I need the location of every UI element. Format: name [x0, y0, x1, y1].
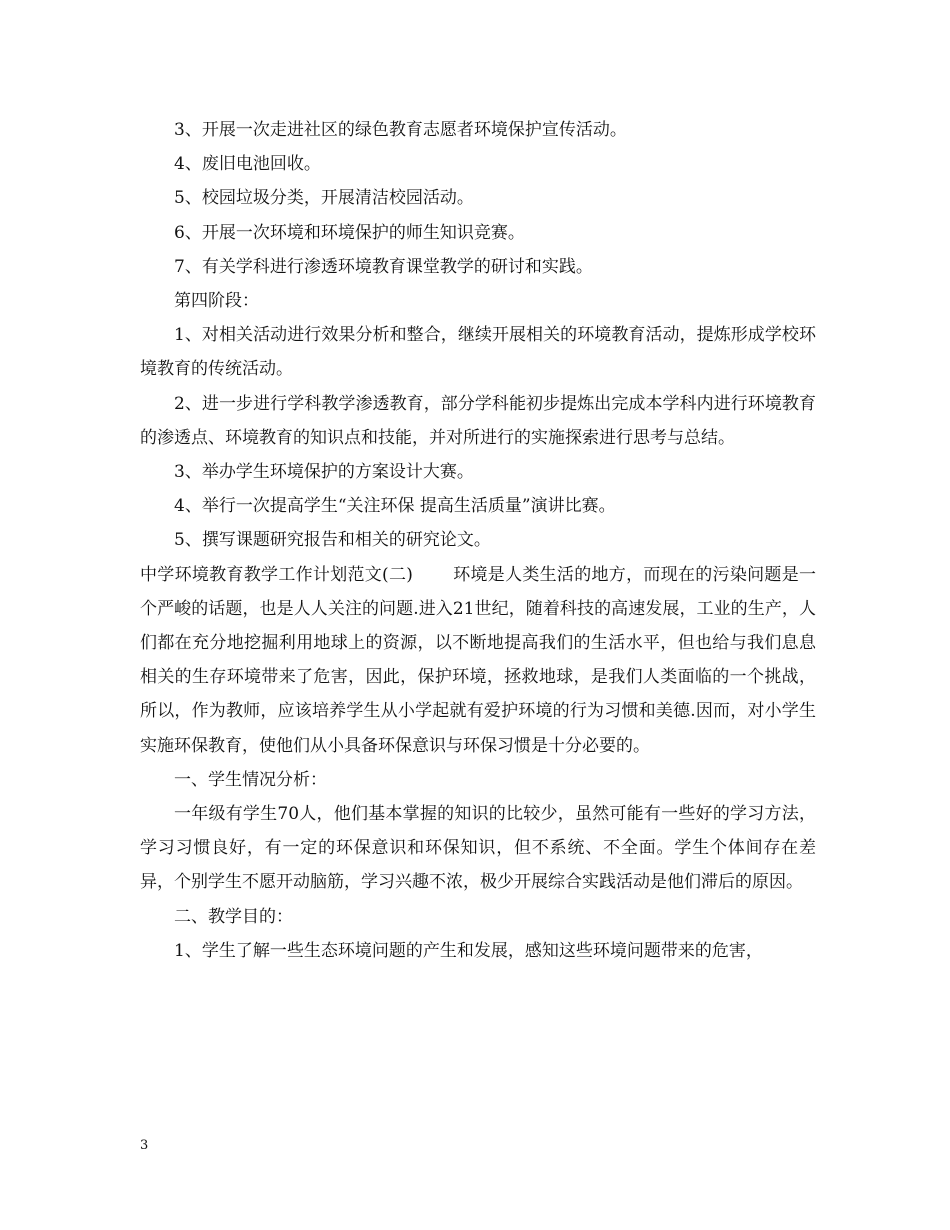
paragraph: 4、举行一次提高学生“关注环保 提高生活质量”演讲比赛。	[174, 496, 616, 517]
page-number: 3	[140, 1138, 149, 1153]
section-2-intro: 环境是人类生活的地方，而现在的污染问题是一个严峻的话题，也是人人关注的问题.进入21世纪，随着科技的高速发展，工业的生产，人们都在充分地挖掘利用地球上的资源，以不断地提高我们的生活水平，但也给与我们息息相关的生存环境带来了危害，因此，保护环境，拯救地球，是我们人类面临的一个挑战，所以，作为教师，应该培养学生从小学起就有爱护环境的行为习惯和美德.因而，对小学生实施环保教育，使他们从小具备环保意识与环保习惯是十分必要的。	[140, 564, 816, 756]
section-2-paragraph	[140, 558, 816, 763]
paragraph: 1、学生了解一些生态环境问题的产生和发展，感知这些环境问题带来的危害，	[174, 940, 763, 961]
paragraph: 5、撰写课题研究报告和相关的研究论文。	[174, 530, 491, 551]
section-heading: 二、教学目的：	[174, 906, 293, 927]
section-2-title: 中学环境教育教学工作计划范文(二)	[140, 564, 413, 585]
paragraph: 7、有关学科进行渗透环境教育课堂教学的研讨和实践。	[174, 256, 593, 277]
section-heading: 第四阶段：	[174, 291, 259, 312]
paragraph: 3、举办学生环境保护的方案设计大赛。	[174, 462, 474, 483]
paragraph: 2、进一步进行学科教学渗透教育，部分学科能初步提炼出完成本学科内进行环境教育的渗透点、环境教育的知识点和技能，并对所进行的实施探索进行思考与总结。	[140, 393, 816, 448]
paragraph: 3、开展一次走进社区的绿色教育志愿者环境保护宣传活动。	[174, 120, 627, 140]
section-heading: 一、学生情况分析：	[174, 769, 327, 790]
paragraph: 1、对相关活动进行效果分析和整合，继续开展相关的环境教育活动，提炼形成学校环境教育的传统活动。	[140, 325, 816, 380]
paragraph: 4、废旧电池回收。	[174, 154, 321, 175]
document-body	[140, 113, 816, 968]
paragraph: 5、校园垃圾分类，开展清洁校园活动。	[174, 188, 474, 209]
paragraph: 6、开展一次环境和环境保护的师生知识竞赛。	[174, 222, 525, 243]
paragraph: 一年级有学生70人，他们基本掌握的知识的比较少，虽然可能有一些好的学习方法，学习习惯良好，有一定的环保意识和环保知识，但不系统、不全面。学生个体间存在差异，个别学生不愿开动脑筋，学习兴趣不浓，极少开展综合实践活动是他们滞后的原因。	[140, 804, 816, 893]
